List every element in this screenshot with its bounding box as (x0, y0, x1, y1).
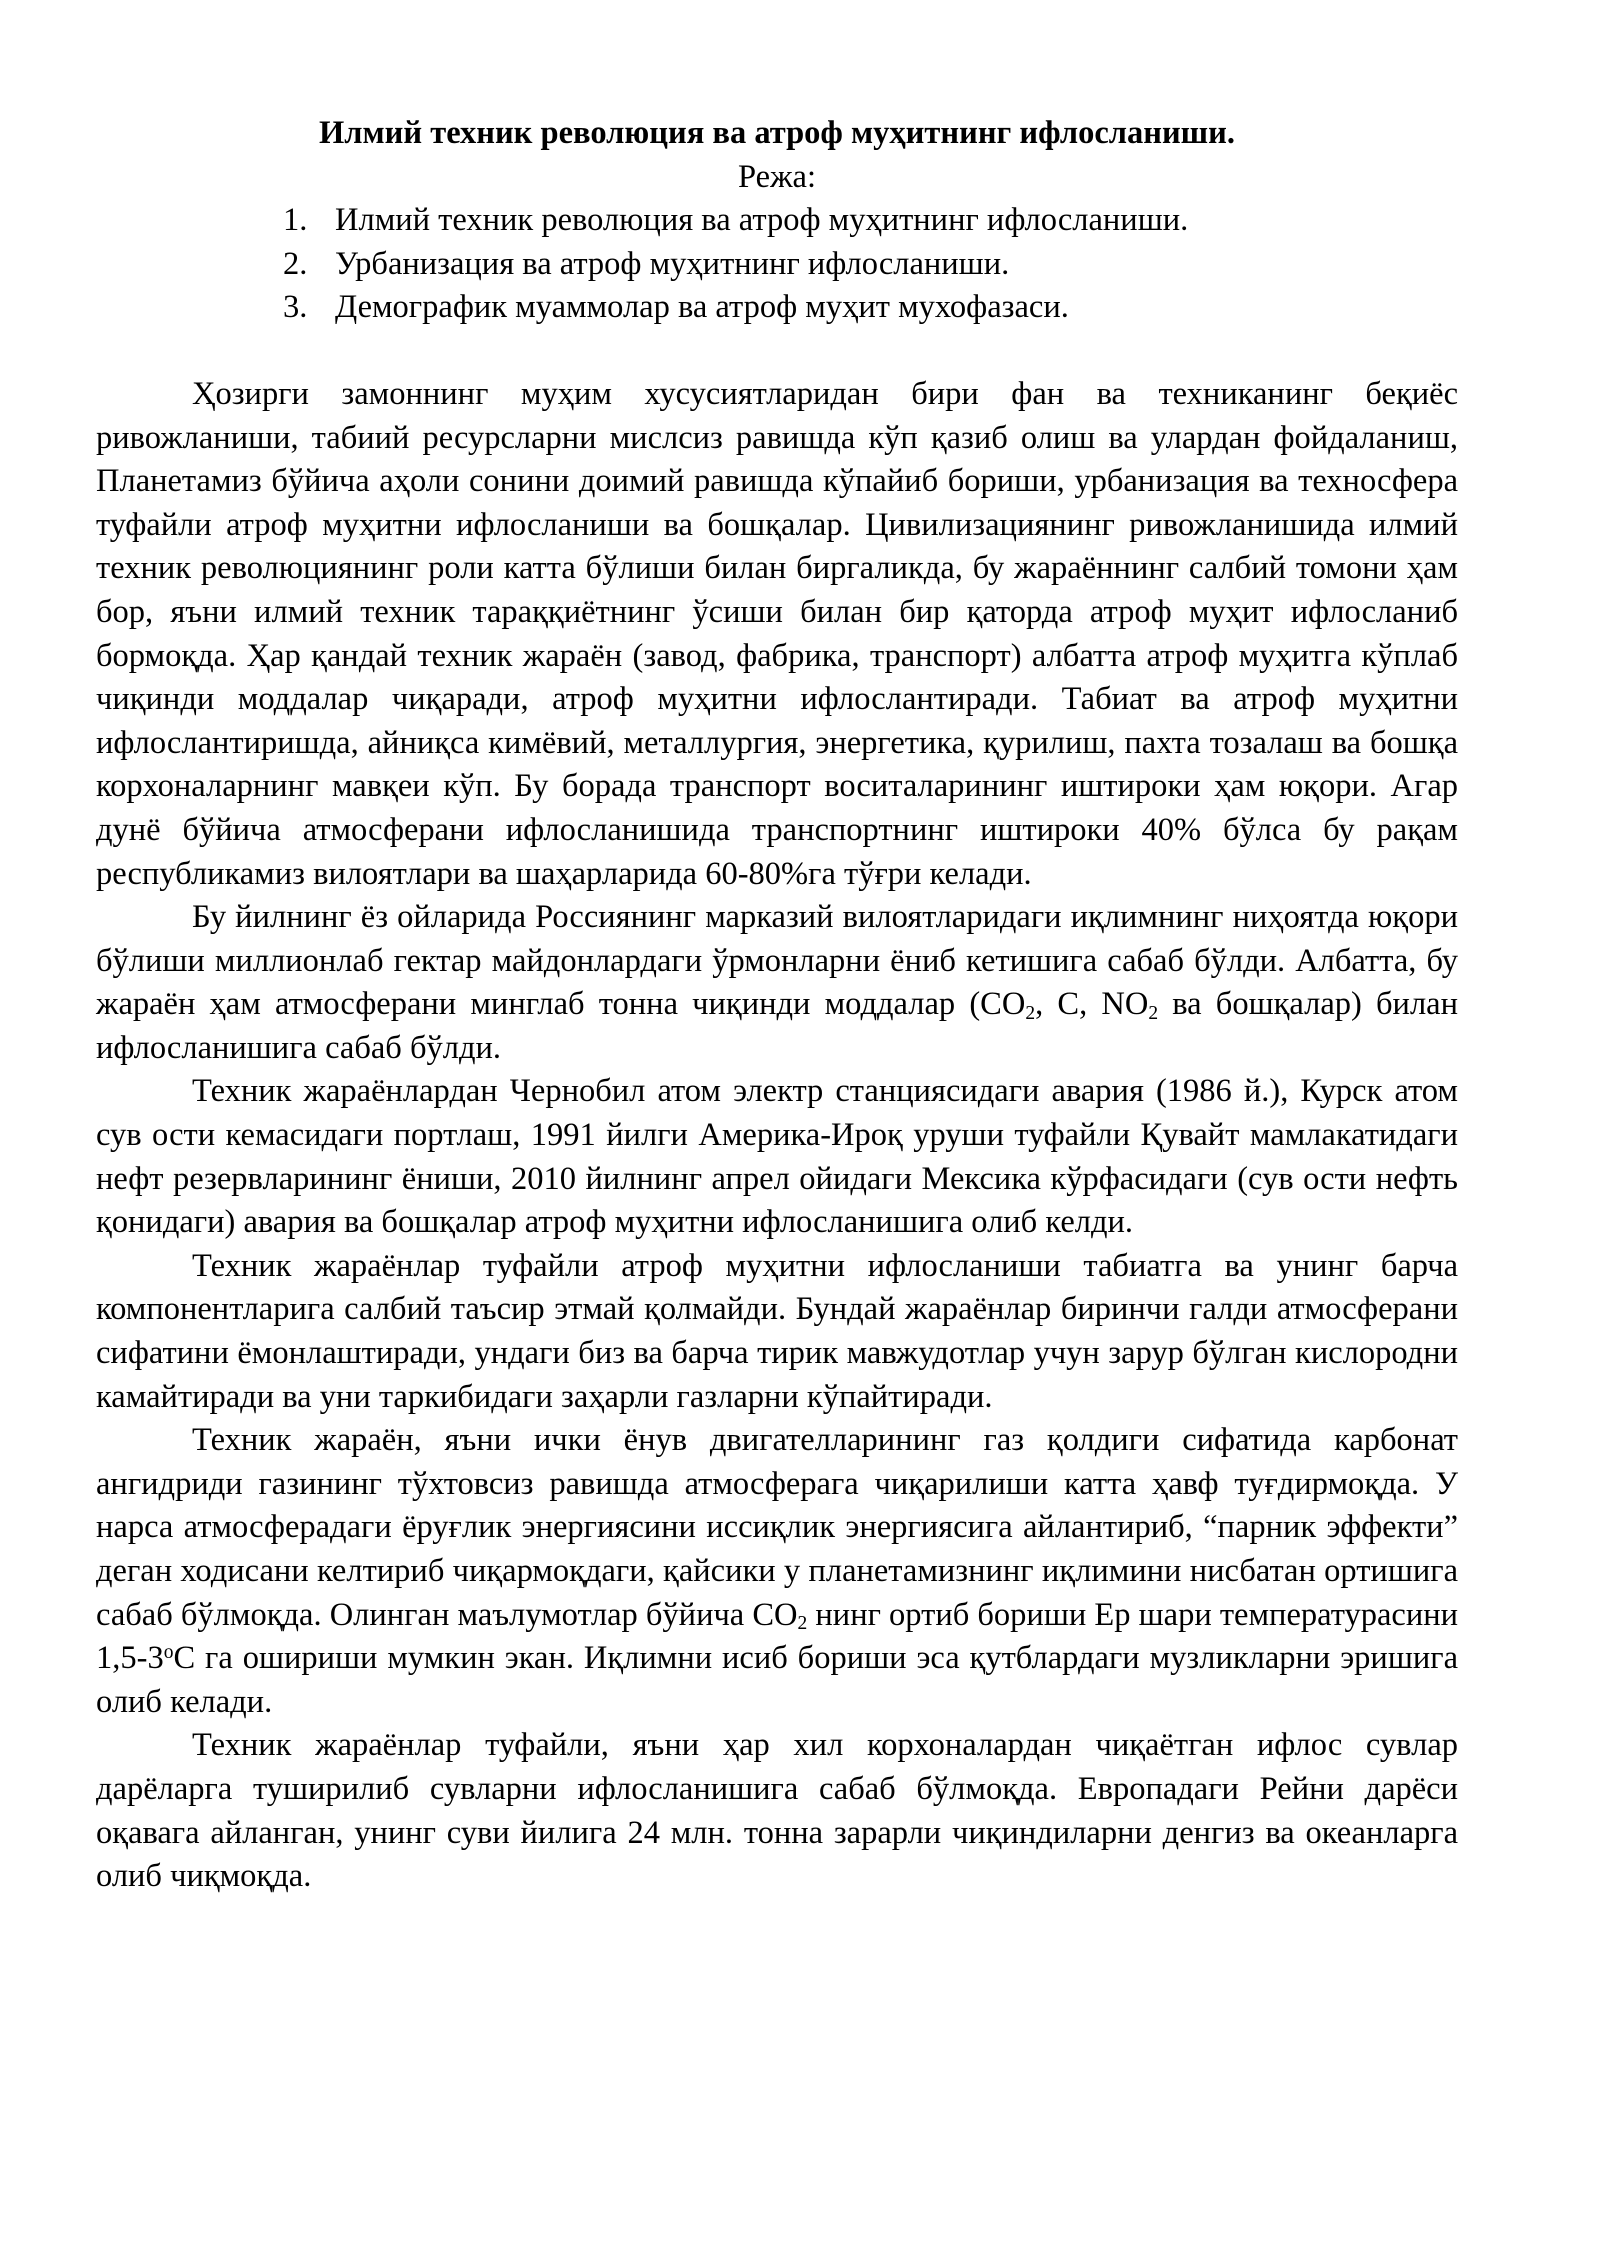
paragraph-6: Техник жараёнлар туфайли, яъни ҳар хил корхоналардан чиқаётган ифлос сувлар дарёларга туширилиб сувларни ифлосланишига сабаб бўлмоқда. Европадаги Рейни дарёси оқавага айланган, унинг суви йилига 24 млн. тонна зарарли чиқиндиларни денгиз ва океанларга олиб чиқмоқда. (96, 1727, 1458, 1895)
subscript-2: 2 (1025, 1003, 1036, 1025)
document-body (96, 373, 1458, 1899)
plan-item (96, 286, 1458, 330)
plan-item-number: 1. (283, 202, 308, 239)
plan-item-text: Урбанизация ва атроф муҳитнинг ифлосланиши. (335, 245, 1010, 282)
plan-item-text: Илмий техник революция ва атроф муҳитнинг ифлосланиши. (335, 202, 1189, 239)
paragraph-5-text-c: С га ошириши мумкин экан. Иқлимни исиб бориши эса қутблардаги музликларни эришига олиб келади. (96, 1640, 1458, 1720)
paragraph-1: Ҳозирги замоннинг муҳим хусусиятларидан бири фан ва техниканинг беқиёс ривожланиши, табиий ресурсларни мислсиз равишда кўп қазиб олиш ва улардан фойдаланиш, Планетамиз бўйича аҳоли сонини доимий равишда кўпайиб бориши, урбанизация ва техносфера туфайли атроф муҳитни ифлосланиши ва бошқалар. Цивилизациянинг ривожланишида илмий техник революциянинг роли катта бўлиши билан биргаликда, бу жараённинг салбий томони ҳам бор, яъни илмий техник тараққиётнинг ўсиши билан бир қаторда атроф муҳит ифлосланиб бормоқда. Ҳар қандай техник жараён (завод, фабрика, транспорт) албатта атроф муҳитга кўплаб чиқинди моддалар чиқаради, атроф муҳитни ифлослантиради. Табиат ва атроф муҳитни ифлослантиришда, айниқса кимёвий, металлургия, энергетика, қурилиш, пахта тозалаш ва бошқа корхоналарнинг мавқеи кўп. Бу борада транспорт воситаларининг иштироки ҳам юқори. Агар дунё бўйича атмосферани ифлосланишида транспортнинг иштироки 40% бўлса бу рақам республикамиз вилоятлари ва шаҳарларида 60-80%га тўғри келади. (96, 375, 1458, 892)
paragraph-2 (96, 896, 1458, 1070)
paragraph-3: Техник жараёнлардан Чернобил атом электр станциясидаги авария (1986 й.), Курск атом сув ости кемасидаги портлаш, 1991 йилги Америка-Ироқ уруши туфайли Қувайт мамлакатидаги нефт резервларининг ёниши, 2010 йилнинг апрел ойидаги Мексика кўрфасидаги (сув ости нефть қонидаги) авария ва бошқалар атроф муҳитни ифлосланишига олиб келди. (96, 1073, 1458, 1241)
plan-item-text: Демографик муаммолар ва атроф муҳит мухофазаси. (335, 289, 1069, 326)
subscript-2: 2 (1148, 1003, 1159, 1025)
subscript-2: 2 (797, 1613, 808, 1635)
paragraph-2-text-a: Бу йилнинг ёз ойларида Россиянинг марказий вилоятларидаги иқлимнинг ниҳоятда юқори бўлиши миллионлаб гектар майдонлардаги ўрмонларни ёниб кетишига сабаб бўлди. Албатта, бу жараён ҳам атмосферани минглаб тонна чиқинди моддалар (СО (96, 899, 1458, 1023)
paragraph-4: Техник жараёнлар туфайли атроф муҳитни ифлосланиши табиатга ва унинг барча компонентларига салбий таъсир этмай қолмайди. Бундай жараёнлар биринчи галди атмосферани сифатини ёмонлаштиради, ундаги биз ва барча тирик мавжудотлар учун зарур бўлган кислородни камайтиради ва уни таркибидаги заҳарли газларни кўпайтиради. (96, 1247, 1458, 1415)
paragraph-2-text-b: , С, NO (1035, 986, 1149, 1023)
paragraph-5 (96, 1419, 1458, 1724)
document-page (96, 112, 1458, 1899)
paragraph-5-text-a: Техник жараён, яъни ички ёнув двигателларининг газ қолдиги сифатида карбонат ангидриди газининг тўхтовсиз равишда атмосферага чиқарилиши катта ҳавф туғдирмоқда. У нарса атмосферадаги ёруғлик энергиясини иссиқлик энергиясига айлантириб, “парник эффекти” деган ходисани келтириб чиқармоқдаги, қайсики у планетамизнинг иқлимини нисбатан ортишига сабаб бўлмоқда. Олинган маълумотлар бўйича СО (96, 1422, 1458, 1633)
plan-item (96, 199, 1458, 243)
paragraph-2-text-c: ва бошқалар) билан ифлосланишига сабаб бўлди. (96, 986, 1458, 1066)
degree-superscript: о (163, 1642, 174, 1664)
document-title: Илмий техник революция ва атроф муҳитнинг ифлосланиши. (319, 115, 1235, 151)
plan-label: Режа: (738, 158, 816, 195)
plan-list (96, 199, 1458, 330)
plan-item-number: 2. (283, 245, 308, 282)
paragraph-5-text-b: нинг ортиб бориши Ер шари температурасини 1,5-3 (96, 1596, 1459, 1677)
plan-item (96, 243, 1458, 287)
plan-item-number: 3. (283, 289, 308, 326)
